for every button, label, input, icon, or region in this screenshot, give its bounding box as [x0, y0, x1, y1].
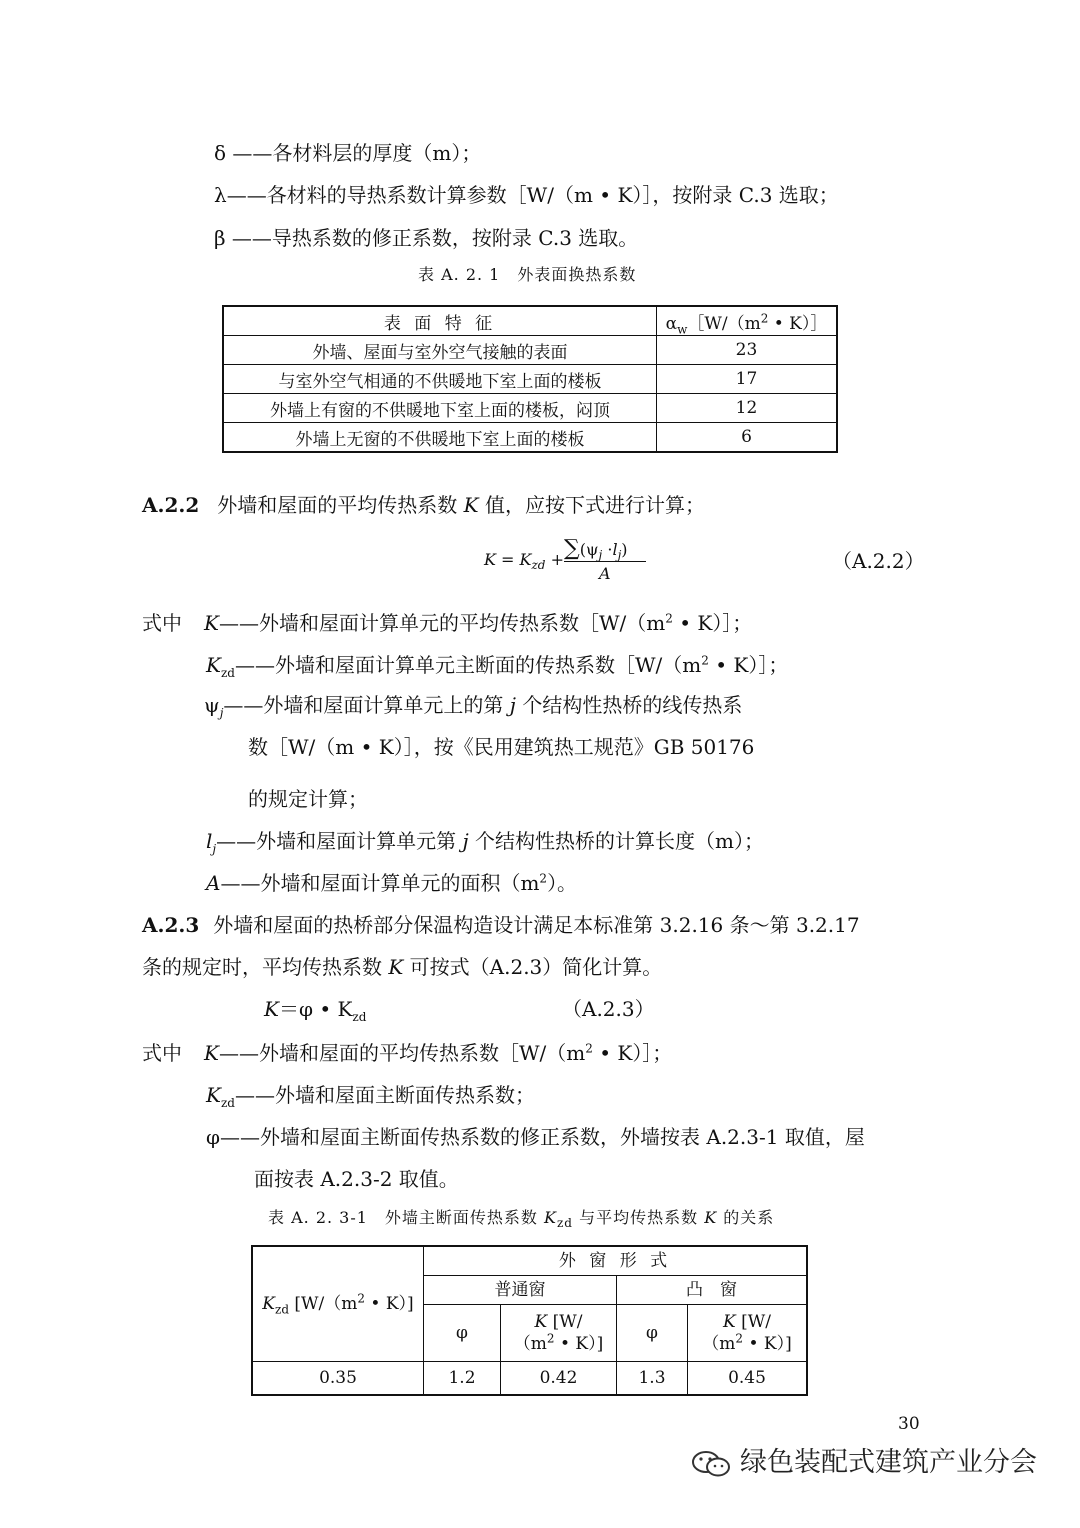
cell-feature: 外墙、屋面与室外空气接触的表面	[223, 336, 657, 365]
cell-feature: 外墙上有窗的不供暖地下室上面的楼板，闷顶	[223, 394, 657, 423]
page-number: 30	[898, 1414, 920, 1434]
table-row	[223, 336, 837, 365]
where2-kzd: $K_{zd}——$外墙和屋面主断面传热系数；	[206, 1083, 535, 1110]
formula-a22-label: （A.2.2）	[832, 549, 925, 573]
where-kzd: $K_{zd}——$外墙和屋面计算单元主断面的传热系数$[W/(m^2$ • K）］；	[206, 653, 789, 680]
watermark: 绿色装配式建筑产业分会	[690, 1440, 1037, 1479]
header-normal-window: 普通窗	[424, 1276, 617, 1305]
table-header	[223, 306, 837, 336]
header-k: K [W/ （$m^2$ • K）]	[501, 1305, 617, 1362]
table-row	[223, 394, 837, 423]
header-phi: φ	[617, 1305, 688, 1362]
where-k: 式中 K——外墙和屋面计算单元的平均传热系数$[W/(m^2$ • K）］；	[142, 611, 753, 635]
table-row	[223, 365, 837, 394]
def-delta: δ ——各材料层的厚度（m）；	[214, 141, 482, 165]
table-kzd-k	[251, 1245, 808, 1396]
def-beta: β ——导热系数的修正系数，按附录 C.3 选取。	[214, 226, 639, 250]
where2-phi: φ——外墙和屋面主断面传热系数的修正系数，外墙按表 A.2.3-1 取值，屋	[206, 1125, 865, 1149]
where-psi-cont2: 的规定计算；	[248, 787, 368, 811]
cell-value: 17	[657, 365, 838, 394]
formula-a22: $K = K_{zd}$ + $\sum(\psi_j \cdot l_j)$ A	[484, 536, 654, 586]
where2-phi-cont: 面按表 A.2.3-2 取值。	[254, 1167, 459, 1191]
section-a23: A.2.3 外墙和屋面的热桥部分保温构造设计满足本标准第 3.2.16 条～第 3.2.17	[142, 913, 860, 937]
cell-feature: 与室外空气相通的不供暖地下室上面的楼板	[223, 365, 657, 394]
header-window-type: 外 窗 形 式	[424, 1246, 808, 1276]
formula-a23: K＝φ • $K_{zd}$	[264, 997, 367, 1024]
where2-k: 式中 K——外墙和屋面的平均传热系数$[W/(m^2$ • K）］；	[142, 1041, 673, 1065]
cell-k: 0.45	[688, 1362, 808, 1396]
where-psi-cont: 数［W/（m • K）］，按《民用建筑热工规范》GB 50176	[248, 735, 755, 759]
header-k: K [W/ （$m^2$ • K）]	[688, 1305, 808, 1362]
section-a22: A.2.2 外墙和屋面的平均传热系数 K 值，应按下式进行计算；	[142, 493, 705, 517]
cell-kzd: 0.35	[252, 1362, 424, 1396]
header-phi: φ	[424, 1305, 501, 1362]
where-a: A——外墙和屋面计算单元的面积$(m^2)$。	[206, 871, 578, 895]
where-psi: $\psi_j——$外墙和屋面计算单元上的第 j 个结构性热桥的线传热系	[204, 693, 743, 720]
cell-phi: 1.3	[617, 1362, 688, 1396]
cell-feature: 外墙上无窗的不供暖地下室上面的楼板	[223, 423, 657, 453]
cell-value: 23	[657, 336, 838, 365]
wechat-icon	[690, 1449, 734, 1479]
cell-value: 6	[657, 423, 838, 453]
where-l: $l_j——$外墙和屋面计算单元第 j 个结构性热桥的计算长度（m）；	[206, 829, 765, 856]
table-header	[252, 1246, 807, 1276]
def-lambda: λ——各材料的导热系数计算参数［W/（m • K）］，按附录 C.3 选取；	[214, 183, 839, 207]
table2-caption: 表 A. 2. 3-1 外墙主断面传热系数 $K_{zd}$ 与平均传热系数 K 的关系	[268, 1208, 775, 1231]
header-feature: 表 面 特 征	[223, 306, 657, 336]
header-bay-window: 凸 窗	[617, 1276, 808, 1305]
cell-phi: 1.2	[424, 1362, 501, 1396]
cell-k: 0.42	[501, 1362, 617, 1396]
table-row	[252, 1362, 807, 1396]
formula-a23-label: （A.2.3）	[562, 997, 655, 1021]
table-heat-exchange	[222, 305, 838, 453]
header-alpha: $\alpha_w[W/(m^2$ • K）］	[657, 306, 838, 336]
cell-value: 12	[657, 394, 838, 423]
table-row	[223, 423, 837, 453]
table1-caption: 表 A. 2. 1 外表面换热系数	[418, 265, 637, 284]
header-kzd: $K_{zd}$ [$W/(m^2$ • K）]	[252, 1246, 424, 1362]
section-a23-line2: 条的规定时，平均传热系数 K 可按式（A.2.3）简化计算。	[142, 955, 663, 979]
